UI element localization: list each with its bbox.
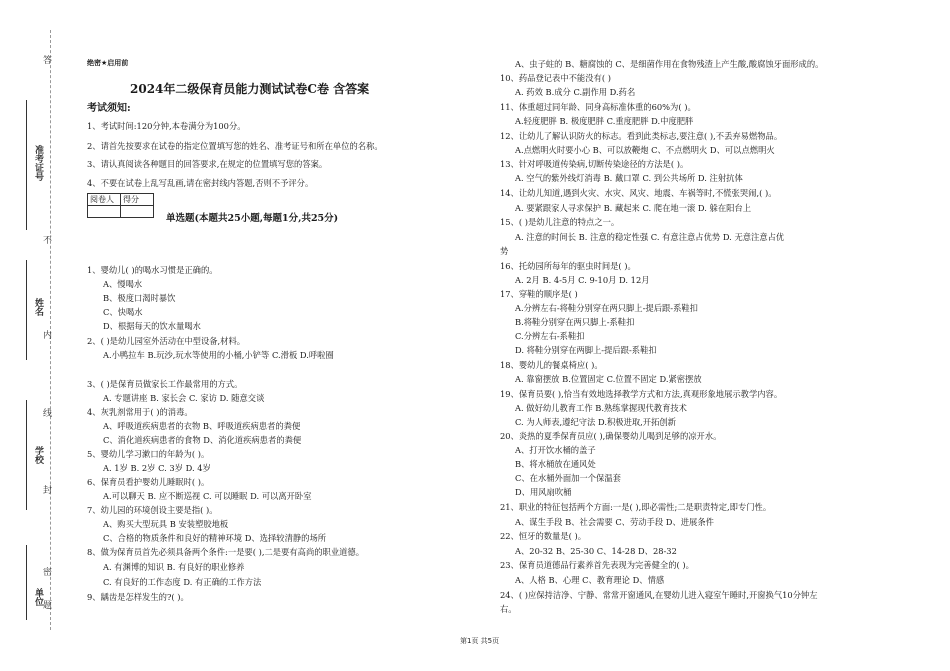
option-line: C、在水桶外面加一个保温套 bbox=[515, 473, 621, 483]
notice-item: 3、请认真阅读各种题目的回答要求,在规定的位置填写您的答案。 bbox=[87, 159, 328, 169]
option-line: C、消化道疾病患者的食物 D、消化道疾病患者的粪便 bbox=[103, 435, 302, 445]
option-line: A. 有渊博的知识 B. 有良好的职业修养 bbox=[103, 562, 245, 572]
option-line: A、20-32 B、25-30 C、14-28 D、28-32 bbox=[515, 546, 677, 556]
option-line: A.点燃明火时要小心 B、可以放鞭炮 C、不点燃明火 D、可以点燃明火 bbox=[515, 145, 775, 155]
score-table-score: 得分 bbox=[121, 194, 154, 206]
question-line: 16、托幼园所每年的驱虫时间是( )。 bbox=[500, 261, 636, 271]
seal-char-4: 线 bbox=[41, 408, 51, 417]
seal-char-3: 内 bbox=[41, 330, 51, 339]
option-line: A、虫子蛀的 B、糖腐蚀的 C、是细菌作用在食物残渣上产生酸,酸腐蚀牙面形成的。 bbox=[515, 59, 824, 69]
score-cell bbox=[121, 206, 154, 218]
confidential-mark: 绝密★启用前 bbox=[87, 59, 129, 67]
option-line: A. 药效 B.成分 C.副作用 D.药名 bbox=[515, 87, 636, 97]
option-line: A. 靠窗摆放 B.位置固定 C.位置不固定 D.紧密摆放 bbox=[515, 374, 702, 384]
unit-label: 单位 bbox=[33, 588, 43, 606]
score-table bbox=[87, 193, 154, 218]
question-line: 4、灰乳剂常用于( )的消毒。 bbox=[87, 407, 193, 417]
question-line: 20、炎热的夏季保育员应( ),确保婴幼儿喝到足够的凉开水。 bbox=[500, 431, 722, 441]
notice-heading: 考试须知: bbox=[87, 103, 131, 114]
option-line: C. 为人师表,遵纪守法 D.积极进取,开拓创新 bbox=[515, 417, 676, 427]
option-line: B、极度口渴时暴饮 bbox=[103, 293, 176, 303]
seal-char-5: 封 bbox=[41, 485, 51, 494]
option-line: A.可以聊天 B. 应不断巡视 C. 可以睡眠 D. 可以离开卧室 bbox=[103, 491, 312, 501]
unit-line bbox=[26, 545, 28, 620]
question-line: 13、针对呼吸道传染病,切断传染途径的方法是( )。 bbox=[500, 159, 689, 169]
option-line: 右。 bbox=[500, 604, 517, 614]
option-line: A. 2月 B. 4-5月 C. 9-10月 D. 12月 bbox=[515, 275, 650, 285]
school-label: 学校 bbox=[33, 446, 43, 464]
option-line: A、慢喝水 bbox=[103, 279, 143, 289]
question-line: 18、婴幼儿的餐桌椅应( )。 bbox=[500, 360, 603, 370]
option-line: D、根据每天的饮水量喝水 bbox=[103, 321, 201, 331]
question-line: 12、让幼儿了解认识防火的标志。看到此类标志,要注意( ),不丢弃易燃物品。 bbox=[500, 131, 783, 141]
option-line: A.轻度肥胖 B. 极度肥胖 C.重度肥胖 D.中度肥胖 bbox=[515, 116, 694, 126]
option-line: D、用风扇吹桶 bbox=[515, 487, 572, 497]
question-line: 8、做为保育员首先必须具备两个条件:一是要( ),二是要有高尚的职业道德。 bbox=[87, 547, 365, 557]
question-line: 2、( )是幼儿园室外活动在中型设备,材料。 bbox=[87, 336, 246, 346]
option-line: C. 有良好的工作态度 D. 有正确的工作方法 bbox=[103, 577, 262, 587]
question-line: 10、药品登记表中不能没有( ) bbox=[500, 73, 611, 83]
option-line: C.分辨左右-系鞋扣 bbox=[515, 331, 585, 341]
seal-char-1: 答 bbox=[41, 55, 51, 64]
option-line: A. 1岁 B. 2岁 C. 3岁 D. 4岁 bbox=[103, 463, 211, 473]
page-footer: 第1页 共5页 bbox=[460, 637, 500, 645]
school-line bbox=[26, 400, 28, 510]
score-cell bbox=[88, 206, 121, 218]
option-line: A.小鸭拉车 B.玩沙,玩水等使用的小桶,小铲等 C.滑板 D.呼啦圈 bbox=[103, 350, 334, 360]
option-line: A、购买大型玩具 B 安装塑胶地板 bbox=[103, 519, 229, 529]
option-line: A. 做好幼儿教育工作 B.熟练掌握现代教育技术 bbox=[515, 403, 687, 413]
notice-item: 2、请首先按要求在试卷的指定位置填写您的姓名、准考证号和所在单位的名称。 bbox=[87, 141, 383, 151]
option-line: A. 要紧跟家人寻求保护 B. 藏起来 C. 爬在地一滚 D. 躲在阳台上 bbox=[515, 203, 752, 213]
section-title: 单选题(本题共25小题,每题1分,共25分) bbox=[166, 213, 339, 224]
option-line: A. 注意的时间长 B. 注意的稳定性强 C. 有意注意占优势 D. 无意注意占优 bbox=[515, 232, 785, 242]
option-line: A、人格 B、心理 C、教育理论 D、情感 bbox=[515, 575, 665, 585]
option-line: A.分辨左右-将鞋分别穿在两只脚上-提后跟-系鞋扣 bbox=[515, 303, 698, 313]
question-line: 9、龋齿是怎样发生的?( )。 bbox=[87, 592, 189, 602]
question-line: 21、职业的特征包括两个方面:一是( ),即必需性;二是职责特定,即专门性。 bbox=[500, 502, 772, 512]
question-line: 3、( )是保育员做家长工作最常用的方式。 bbox=[87, 379, 243, 389]
seal-char-6: 密 bbox=[41, 567, 51, 576]
question-line: 5、婴幼儿学习漱口的年龄为( )。 bbox=[87, 449, 210, 459]
question-line: 19、保育员要( ),恰当有效地选择教学方式和方法,真观形象地展示教学内容。 bbox=[500, 389, 783, 399]
question-line: 17、穿鞋的顺序是( ) bbox=[500, 289, 578, 299]
option-line: C、快喝水 bbox=[103, 307, 143, 317]
seal-char-2: 不 bbox=[41, 235, 51, 244]
option-line: B.将鞋分别穿在两只脚上-系鞋扣 bbox=[515, 317, 635, 327]
score-table-reviewer: 阅卷人 bbox=[88, 194, 121, 206]
option-line: 势 bbox=[500, 246, 509, 256]
question-line: 6、保育员看护婴幼儿睡眠时( )。 bbox=[87, 477, 210, 487]
page-title: 2024年二级保育员能力测试试卷C卷 含答案 bbox=[130, 82, 370, 96]
question-line: 22、恒牙的数量是( )。 bbox=[500, 531, 587, 541]
option-line: A. 空气的紫外线灯消毒 B. 戴口罩 C. 到公共场所 D. 注射抗体 bbox=[515, 173, 743, 183]
question-line: 11、体重超过同年龄、同身高标准体重的60%为( )。 bbox=[500, 102, 696, 112]
seal-char-7: 题 bbox=[41, 600, 51, 609]
question-line: 1、婴幼儿( )的喝水习惯是正确的。 bbox=[87, 265, 218, 275]
exam-number-line bbox=[26, 100, 28, 230]
option-line: B、将水桶放在通风处 bbox=[515, 459, 596, 469]
question-line: 24、( )应保持洁净、宁静、常常开窗通风,在婴幼儿进入寝室午睡时,开窗换气10分钟左 bbox=[500, 590, 818, 600]
question-line: 7、幼儿园的环境创设主要是指( )。 bbox=[87, 505, 218, 515]
option-line: D. 将鞋分别穿在两脚上-提后跟-系鞋扣 bbox=[515, 345, 657, 355]
option-line: A、打开饮水桶的盖子 bbox=[515, 445, 596, 455]
question-line: 14、让幼儿知道,遇到火灾、水灾、风灾、地震、车祸等时,不慌张哭闹,( )。 bbox=[500, 188, 777, 198]
notice-item: 1、考试时间:120分钟,本卷满分为100分。 bbox=[87, 121, 246, 131]
option-line: A、呼吸道疾病患者的衣物 B、呼吸道疾病患者的粪便 bbox=[103, 421, 301, 431]
name-line bbox=[26, 260, 28, 360]
notice-item: 4、不要在试卷上乱写乱画,请在密封线内答题,否则不予评分。 bbox=[87, 178, 314, 188]
question-line: 15、( )是幼儿注意的特点之一。 bbox=[500, 217, 620, 227]
name-label: 姓名 bbox=[33, 298, 43, 316]
question-line: 23、保育员道德品行素养首先表现为完善健全的( )。 bbox=[500, 560, 694, 570]
exam-number-label: 准考证号 bbox=[33, 145, 43, 181]
option-line: A、谋生手段 B、社会需要 C、劳动手段 D、进展条件 bbox=[515, 517, 714, 527]
option-line: A. 专题讲座 B. 家长会 C. 家访 D. 随意交谈 bbox=[103, 393, 265, 403]
option-line: C、合格的物质条件和良好的精神环境 D、选择较清静的场所 bbox=[103, 533, 327, 543]
